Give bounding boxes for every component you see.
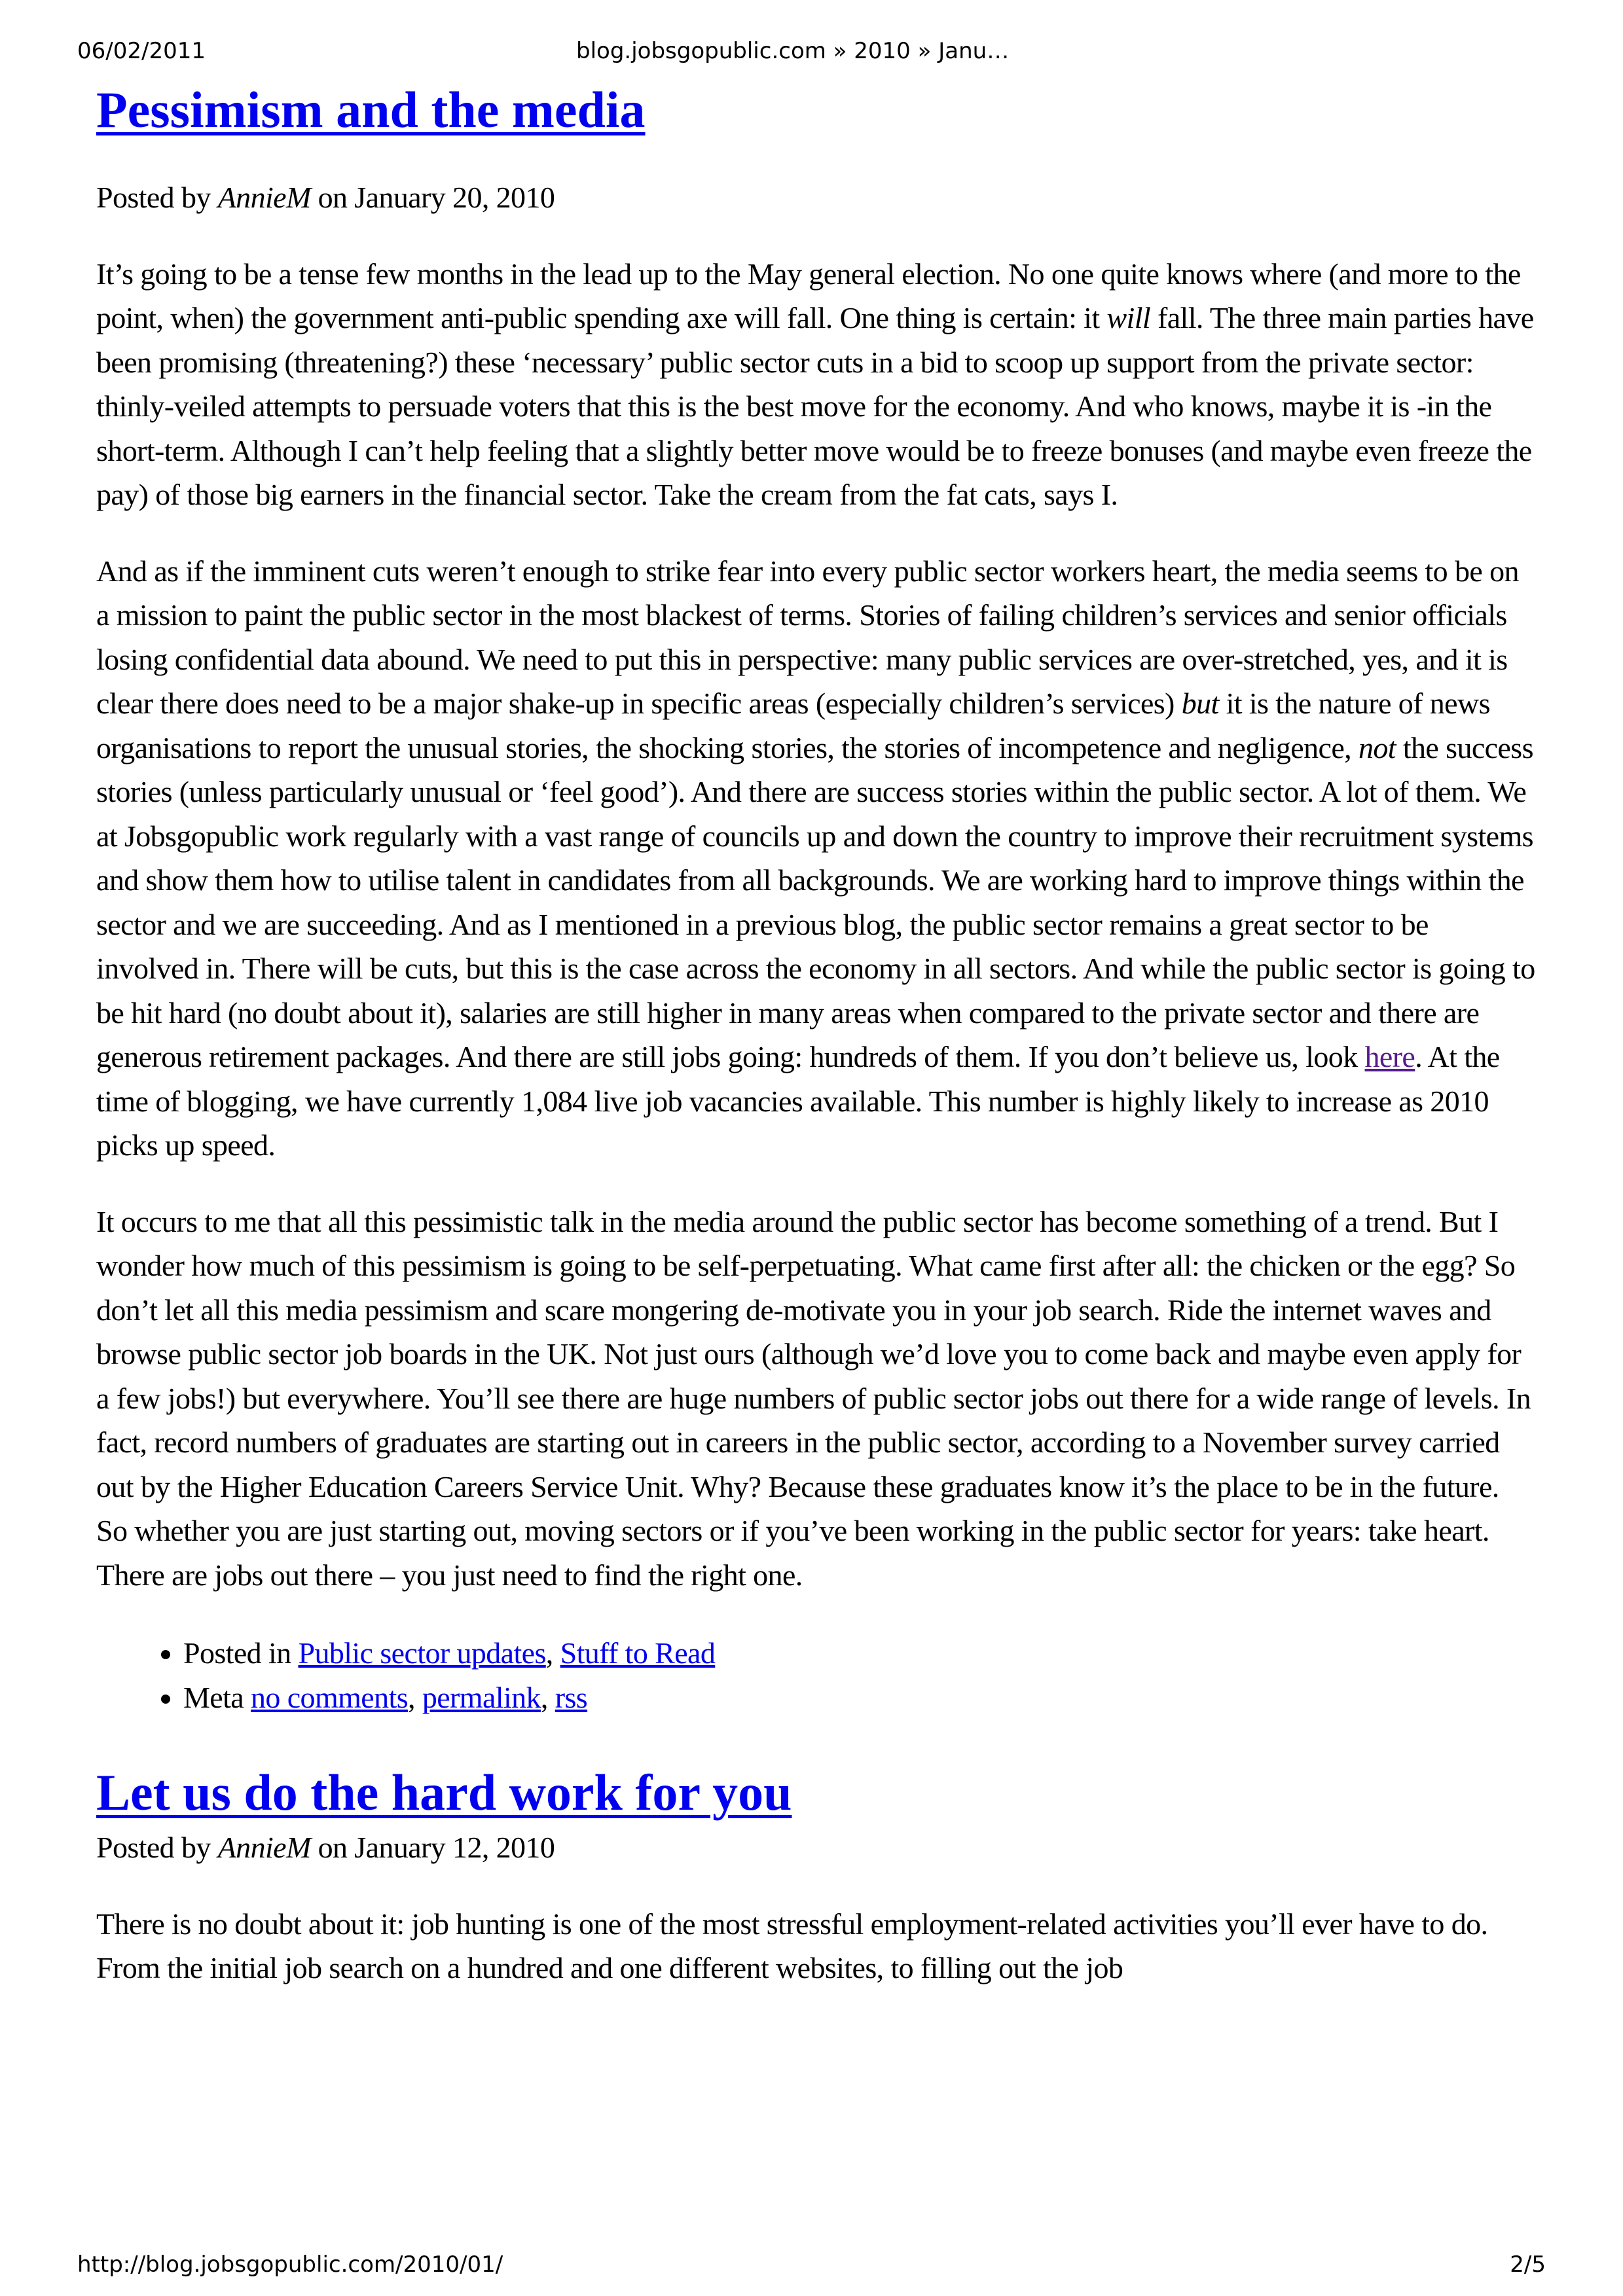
print-date: 06/02/2011 — [77, 38, 206, 64]
emphasis: not — [1358, 730, 1396, 764]
category-link-stuff-to-read[interactable]: Stuff to Read — [560, 1636, 716, 1670]
text-run: the success stories (unless particularly unusual or ‘feel good’). And there are success stories within the public sector. A lot of them. We at Jobsgopublic work regularly with a vast range of councils up and down the country to improve their recruitment systems and show them how to utilise talent in candidates from all backgrounds. We are working hard to improve things within the sector and we are succeeding. And as I mentioned in a previous blog, the public sector remains a great sector to be involved in. There will be cuts, but this is the case across the economy in all sectors. And while the public sector is going to be hit hard (no doubt about it), salaries are still higher in many areas when compared to the private sector and there are generous retirement packages. And there are still jobs going: hundreds of them. If you don’t believe us, look — [96, 730, 1535, 1073]
post-title-link[interactable]: Pessimism and the media — [96, 81, 646, 138]
post-paragraph: There is no doubt about it: job hunting is one of the most stressful employment-related activities you’ll ever have to do. From the initial job search on a hundred and one different websites, to filling out the job — [96, 1907, 1488, 1984]
post-title — [96, 1760, 1537, 1825]
post-title — [96, 77, 1537, 143]
print-footer — [0, 2251, 1623, 2284]
text-run: fall. The three main parties have been promising (threatening?) these ‘necessary’ public sector cuts in a bid to scoop up support from the private sector: thinly-veiled attempts to persuade voters that this is the best move for the economy. And who knows, maybe it is -in the short-term. Although I can’t help feeling that a slightly better move would be to freeze bonuses (and maybe even freeze the pay) of those big earners in the financial sector. Take the cream from the fat cats, says I. — [96, 301, 1534, 511]
emphasis: but — [1181, 687, 1219, 720]
blog-post — [96, 77, 1537, 1719]
category-link-public-sector-updates[interactable]: Public sector updates — [298, 1636, 546, 1670]
post-author: AnnieM — [217, 1831, 311, 1864]
separator: , — [545, 1636, 560, 1670]
print-page-title: blog.jobsgopublic.com » 2010 » Janu… — [576, 38, 1010, 64]
post-meta-list — [96, 1631, 1537, 1719]
comments-link[interactable]: no comments — [251, 1680, 409, 1714]
blog-content — [96, 77, 1537, 1990]
permalink-link[interactable]: permalink — [422, 1680, 541, 1714]
post-byline — [96, 175, 1537, 220]
post-author: AnnieM — [217, 181, 311, 214]
text-run: And as if the imminent cuts weren’t enough to strike fear into every public sector workers heart, the media seems to be on a mission to paint the public sector in the most blackest of terms. Stories of failing children’s services and senior officials losing confidential data abound. We need to put this in perspective: many public services are over-stretched, yes, and it is clear there does need to be a major shake-up in specific areas (especially children’s services) — [96, 554, 1519, 720]
print-page-number: 2/5 — [1510, 2251, 1546, 2278]
post-date: on January 12, 2010 — [310, 1831, 555, 1864]
blog-post — [96, 1760, 1537, 1990]
separator: , — [408, 1680, 422, 1714]
byline-prefix: Posted by — [96, 1831, 218, 1864]
byline-prefix: Posted by — [96, 181, 218, 214]
emphasis: will — [1106, 301, 1151, 334]
post-title-link[interactable]: Let us do the hard work for you — [96, 1764, 792, 1821]
text-run: it is the nature of news organisations to report the unusual stories, the shocking stories, the stories of incompetence and negligence, — [96, 687, 1490, 764]
print-url: http://blog.jobsgopublic.com/2010/01/ — [77, 2251, 503, 2278]
print-header — [0, 38, 1623, 71]
post-date: on January 20, 2010 — [310, 181, 555, 214]
rss-link[interactable]: rss — [555, 1680, 588, 1714]
post-paragraph — [96, 549, 1537, 1168]
posted-in-item — [183, 1631, 1537, 1676]
separator: , — [540, 1680, 555, 1714]
post-paragraph: It occurs to me that all this pessimistic talk in the media around the public sector has become something of a trend. But I wonder how much of this pessimism is going to be self-perpetuating. What came first after all: the chicken or the egg? So don’t let all this media pessimism and scare mongering de-motivate you in your job search. Ride the internet waves and browse public sector job boards in the UK. Not just ours (although we’d love you to come back and maybe even apply for a few jobs!) but everywhere. You’ll see there are huge numbers of public sector jobs out there for a wide range of levels. In fact, record numbers of graduates are starting out in careers in the public sector, according to a November survey carried out by the Higher Education Careers Service Unit. Why? Because these graduates know it’s the place to be in the future. So whether you are just starting out, moving sectors or if you’ve been working in the public sector for years: take heart. There are jobs out there – you just need to find the right one. — [96, 1204, 1531, 1592]
jobs-here-link[interactable]: here — [1364, 1040, 1415, 1073]
text-run: . At the time of blogging, we have currently 1,084 live job vacancies available. This number is highly likely to increase as 2010 picks up speed. — [96, 1040, 1500, 1162]
meta-label: Meta — [183, 1680, 251, 1714]
post-paragraph — [96, 252, 1537, 517]
text-run: It’s going to be a tense few months in the lead up to the May general election. No one quite knows where (and more to the point, when) the government anti-public spending axe will fall. One thing is certain: it — [96, 257, 1521, 334]
post-byline — [96, 1825, 1537, 1870]
posted-in-label: Posted in — [183, 1636, 299, 1670]
meta-item — [183, 1676, 1537, 1720]
